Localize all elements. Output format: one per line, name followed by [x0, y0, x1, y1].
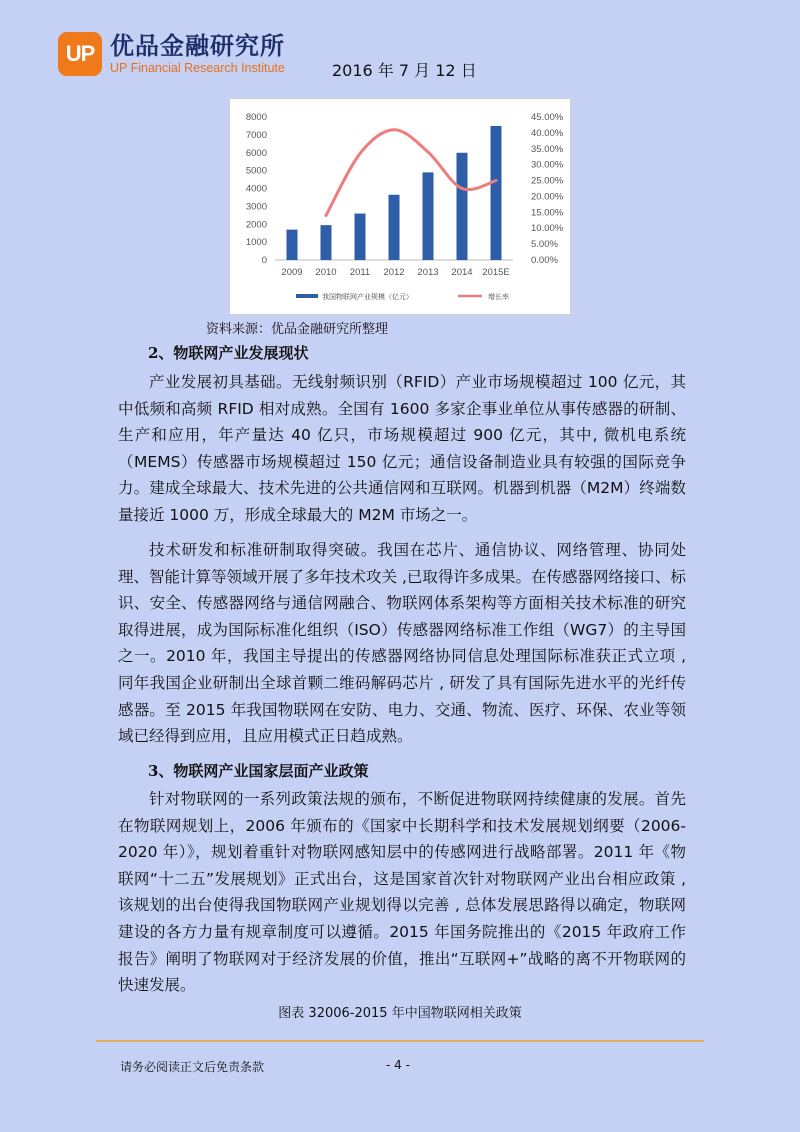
x-tick-label: 2015E	[482, 267, 510, 278]
y-right-tick-label: 0.00%	[531, 255, 558, 266]
y-left-tick-label: 7000	[245, 129, 267, 141]
y-left-tick-label: 0	[261, 255, 267, 266]
y-right-tick-label: 35.00%	[531, 143, 564, 155]
y-right-tick-label: 15.00%	[531, 207, 564, 219]
x-tick-label: 2011	[349, 267, 371, 278]
section-3-heading: 3、物联网产业国家层面产业政策	[148, 762, 369, 780]
y-right-tick-label: 40.00%	[531, 127, 564, 139]
bar	[355, 214, 366, 260]
y-left-tick-label: 3000	[245, 201, 267, 213]
logo-chinese-name: 优品金融研究所	[110, 32, 285, 60]
bar	[389, 195, 400, 260]
chart-source: 资料来源：优品金融研究所整理	[206, 322, 389, 337]
section-2-heading: 2、物联网产业发展现状	[148, 344, 309, 362]
bar	[423, 172, 434, 260]
x-tick-label: 2010	[315, 267, 337, 278]
y-right-tick-label: 45.00%	[531, 112, 564, 123]
page-number: - 4 -	[386, 1058, 410, 1072]
y-right-tick-label: 20.00%	[531, 191, 564, 203]
y-right-tick-label: 10.00%	[531, 223, 564, 235]
y-left-tick-label: 5000	[245, 165, 267, 177]
bar	[287, 230, 298, 260]
x-tick-label: 2014	[451, 267, 473, 278]
y-left-tick-label: 6000	[245, 147, 267, 159]
y-right-tick-label: 25.00%	[531, 175, 564, 187]
section-2-paragraph-2: 技术研发和标准研制取得突破。我国在芯片、通信协议、网络管理、协同处理、智能计算等领域开展了多年技术攻关 ,已取得许多成果。在传感器网络接口、标识、安全、传感器网络与通信网融合、物联网体系架构等方面相关技术标准的研究取得进展，成为国际标准化组织（ISO）传感器网络标准工作组（WG7）的主导国之一。2010 年，我国主导提出的传感器网络协同信息处理国际标准获正式立项 , 同年我国企业研制出全球首颗二维码解码芯片 , 研发了具有国际先进水平的光纤传感器。至 2015 年我国物联网在安防、电力、交通、物流、医疗、环保、农业等领域已经得到应用，且应用模式正日趋成熟。	[118, 541, 686, 746]
y-left-tick-label: 4000	[245, 183, 267, 195]
section-3-paragraph-1: 针对物联网的一系列政策法规的颁布，不断促进物联网持续健康的发展。首先在物联网规划上，2006 年颁布的《国家中长期科学和技术发展规划纲要（2006-2020 年）》，规划着重针对物联网感知层中的传感网进行战略部署。2011 年《物联网“十二五”发展规划》正式出台，这是国家首次针对物联网产业出台相应政策 , 该规划的出台使得我国物联网产业规划得以完善 , 总体发展思路得以确定，物联网建设的各方力量有规章制度可以遵循。2015 年国务院推出的《2015 年政府工作报告》阐明了物联网对于经济发展的价值，推出“互联网+”战略的离不开物联网的快速发展。	[118, 790, 686, 995]
legend-bar-label: 我国物联网产业规模（亿元）	[322, 293, 413, 301]
y-left-tick-label: 2000	[245, 219, 267, 231]
market-size-chart	[229, 98, 571, 315]
x-tick-label: 2012	[383, 267, 405, 278]
logo	[58, 32, 285, 76]
chart-svg	[230, 99, 570, 314]
bar	[457, 153, 468, 260]
section-2-paragraph-1: 产业发展初具基础。无线射频识别（RFID）产业市场规模超过 100 亿元，其中低频和高频 RFID 相对成熟。全国有 1600 多家企事业单位从事传感器的研制、生产和应用，年产量达 40 亿只，市场规模超过 900 亿元，其中, 微机电系统（MEMS）传感器市场规模超过 150 亿元；通信设备制造业具有较强的国际竞争力。建成全球最大、技术先进的公共通信网和互联网。机器到机器（M2M）终端数量接近 1000 万，形成全球最大的 M2M 市场之一。	[118, 373, 686, 524]
y-right-tick-label: 5.00%	[531, 239, 558, 251]
bar	[321, 225, 332, 260]
legend-bar-swatch	[296, 294, 318, 298]
footer-disclaimer: 请务必阅读正文后免责条款	[120, 1060, 265, 1074]
x-tick-label: 2009	[281, 267, 303, 278]
legend-line-label: 增长率	[488, 293, 509, 301]
report-date: 2016 年 7 月 12 日	[332, 61, 477, 80]
growth-rate-line	[326, 130, 496, 216]
x-tick-label: 2013	[417, 267, 439, 278]
y-left-tick-label: 1000	[245, 237, 267, 249]
bar	[491, 126, 502, 260]
y-right-tick-label: 30.00%	[531, 159, 564, 171]
figure-caption: 图表 32006-2015 年中国物联网相关政策	[278, 1006, 522, 1021]
y-left-tick-label: 8000	[245, 112, 267, 123]
logo-badge: UP	[58, 32, 102, 76]
footer-rule	[96, 1040, 704, 1042]
logo-english-name: UP Financial Research Institute	[110, 61, 285, 75]
